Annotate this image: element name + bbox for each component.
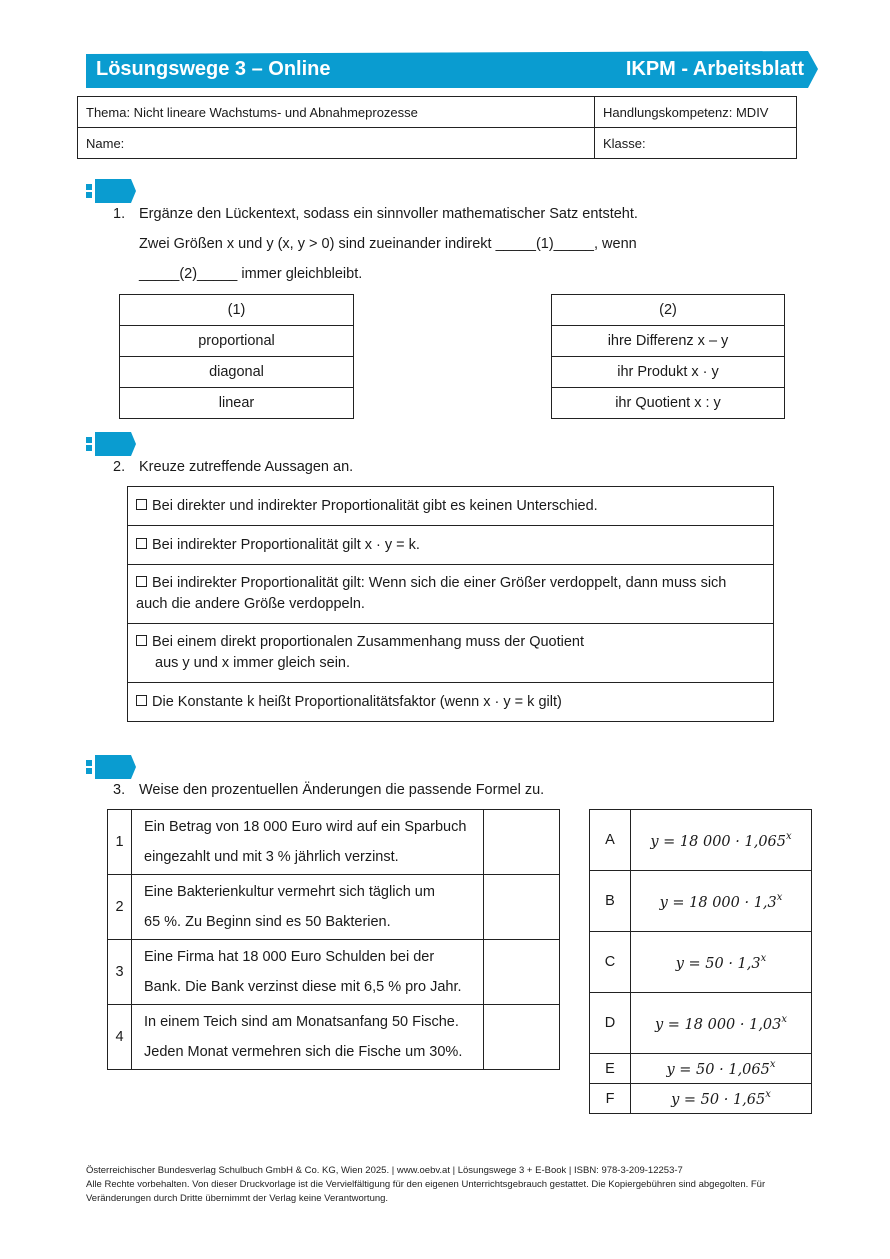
formula-letter: A bbox=[590, 810, 631, 871]
options-header: (2) bbox=[552, 295, 785, 326]
topic-cell: Thema: Nicht lineare Wachstums- und Abnahmeprozesse bbox=[78, 97, 595, 128]
checkbox[interactable] bbox=[136, 576, 147, 587]
checkbox[interactable] bbox=[136, 538, 147, 549]
option-item[interactable]: linear bbox=[120, 388, 354, 419]
option-item[interactable]: ihre Differenz x – y bbox=[552, 326, 785, 357]
task3-instruction: Weise den prozentuellen Änderungen die passende Formel zu. bbox=[139, 782, 545, 798]
statement-text: Bei einem direkt proportionalen Zusammenhang muss der Quotient bbox=[152, 634, 585, 650]
publication-title: Lösungswege 3 – Online bbox=[96, 58, 331, 80]
answer-cell[interactable] bbox=[484, 875, 560, 940]
scenario-table bbox=[107, 809, 560, 1070]
statement-text: Bei direkter und indirekter Proportionalität gibt es keinen Unterschied. bbox=[152, 497, 598, 514]
answer-cell[interactable] bbox=[484, 940, 560, 1005]
checkbox[interactable] bbox=[136, 499, 147, 510]
task2-instruction: Kreuze zutreffende Aussagen an. bbox=[139, 459, 354, 475]
formula: y = 18 $000 \cdot 1,3^x$ bbox=[631, 871, 812, 932]
footer-publisher: Österreichischer Bundesverlag Schulbuch GmbH & Co. KG, Wien 2025. | www.oebv.at | Lösungswege 3 + E-Book | ISBN: 978-3-209-12253-7 bbox=[86, 1165, 683, 1176]
footer-rights: Alle Rechte vorbehalten. Von dieser Druckvorlage ist die Vervielfältigung für den eigenen Unterrichtsgebrauch gestattet. Die Kopiergebühren sind abgegolten. Für bbox=[86, 1179, 766, 1190]
formula-letter: C bbox=[590, 932, 631, 993]
formula-table bbox=[589, 809, 812, 1114]
class-field[interactable]: Klasse: bbox=[595, 128, 797, 159]
scenario-text: Ein Betrag von 18 000 Euro wird auf ein Sparbuch eingezahlt und mit 3 % jährlich verzinst. bbox=[132, 810, 484, 875]
row-number: 2 bbox=[108, 875, 132, 940]
info-table bbox=[77, 96, 797, 159]
gap-sentence-line2: _____(2)_____ immer gleichbleibt. bbox=[139, 266, 363, 282]
option-item[interactable]: ihr Produkt x · y bbox=[552, 357, 785, 388]
formula-letter: B bbox=[590, 871, 631, 932]
task3-number: 3. bbox=[113, 782, 126, 798]
formula: y = 18 $000 \cdot 1,03^x$ bbox=[631, 993, 812, 1054]
gap-sentence-line1: Zwei Größen x und y (x, y > 0) sind zueinander indirekt _____(1)_____, wenn bbox=[139, 236, 637, 252]
footer bbox=[86, 1164, 806, 1206]
statement-row bbox=[128, 683, 774, 722]
row-number: 4 bbox=[108, 1005, 132, 1070]
task1-number: 1. bbox=[113, 206, 126, 222]
formula: $y = 50 \cdot 1,065^x$ bbox=[631, 1054, 812, 1084]
options-table-1 bbox=[119, 294, 354, 419]
statements-table bbox=[127, 486, 774, 722]
formula-letter: F bbox=[590, 1084, 631, 1114]
statement-row bbox=[128, 624, 774, 683]
task1-instruction: Ergänze den Lückentext, sodass ein sinnvoller mathematischer Satz entsteht. bbox=[139, 206, 638, 222]
footer-disclaimer: Veränderungen durch Dritte übernimmt der Verlag keine Verantwortung. bbox=[86, 1193, 389, 1204]
formula-letter: E bbox=[590, 1054, 631, 1084]
answer-cell[interactable] bbox=[484, 810, 560, 875]
answer-cell[interactable] bbox=[484, 1005, 560, 1070]
formula: $y = 50 \cdot 1,3^x$ bbox=[631, 932, 812, 993]
options-table-2 bbox=[551, 294, 785, 419]
checkbox[interactable] bbox=[136, 695, 147, 706]
name-field[interactable]: Name: bbox=[78, 128, 595, 159]
statement-text: Bei indirekter Proportionalität gilt x · y = k. bbox=[152, 536, 420, 553]
statement-row bbox=[128, 487, 774, 526]
checkbox[interactable] bbox=[136, 635, 147, 646]
task-marker-icon bbox=[86, 755, 138, 779]
scenario-text: Eine Firma hat 18 000 Euro Schulden bei der Bank. Die Bank verzinst diese mit 6,5 % pro Jahr. bbox=[132, 940, 484, 1005]
formula: $y = 50 \cdot 1,65^x$ bbox=[631, 1084, 812, 1114]
option-item[interactable]: proportional bbox=[120, 326, 354, 357]
formula: y = 18 $000 \cdot 1,065^x$ bbox=[631, 810, 812, 871]
scenario-text: In einem Teich sind am Monatsanfang 50 Fische. Jeden Monat vermehren sich die Fische um 30%. bbox=[132, 1005, 484, 1070]
task-marker-icon bbox=[86, 179, 138, 203]
option-item[interactable]: ihr Quotient x : y bbox=[552, 388, 785, 419]
row-number: 1 bbox=[108, 810, 132, 875]
statement-text: auch die andere Größe verdoppeln. bbox=[136, 596, 365, 612]
row-number: 3 bbox=[108, 940, 132, 1005]
statement-text: Die Konstante k heißt Proportionalitätsfaktor (wenn x · y = k gilt) bbox=[152, 693, 562, 710]
worksheet-type: IKPM - Arbeitsblatt bbox=[625, 58, 804, 80]
statement-text: aus y und x immer gleich sein. bbox=[155, 655, 351, 671]
statement-row bbox=[128, 565, 774, 624]
statement-text: Bei indirekter Proportionalität gilt: Wenn sich die einer Größer verdoppelt, dann muss sich bbox=[152, 575, 727, 591]
task-marker-icon bbox=[86, 432, 138, 456]
competence-cell: Handlungskompetenz: MDIV bbox=[595, 97, 797, 128]
option-item[interactable]: diagonal bbox=[120, 357, 354, 388]
scenario-text: Eine Bakterienkultur vermehrt sich täglich um 65 %. Zu Beginn sind es 50 Bakterien. bbox=[132, 875, 484, 940]
options-header: (1) bbox=[120, 295, 354, 326]
formula-letter: D bbox=[590, 993, 631, 1054]
task2-number: 2. bbox=[113, 459, 126, 475]
statement-row bbox=[128, 526, 774, 565]
